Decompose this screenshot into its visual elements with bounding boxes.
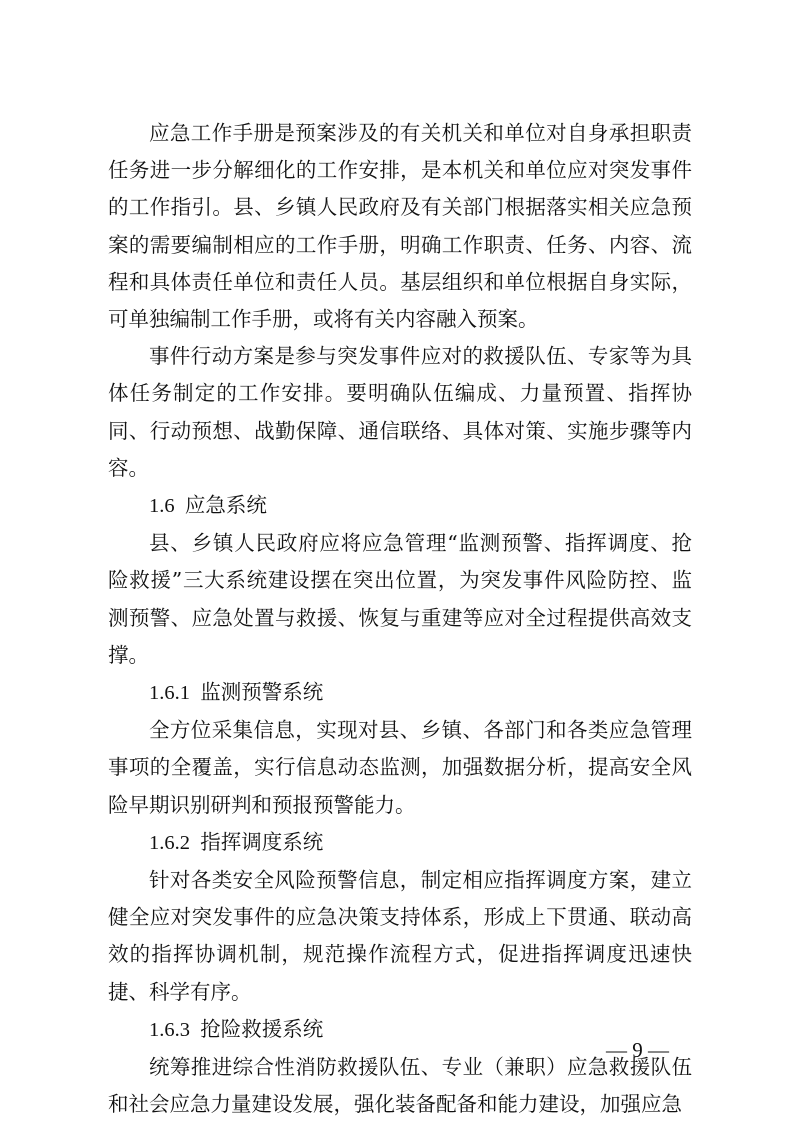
section-heading-1-6-3 — [108, 1011, 692, 1049]
section-title: 指挥调度系统 — [200, 829, 324, 854]
section-heading-1-6-2 — [108, 824, 692, 862]
section-heading-1-6 — [108, 487, 692, 525]
page-number: — 9 — — [606, 1038, 669, 1062]
paragraph-action-plan: 事件行动方案是参与突发事件应对的救援队伍、专家等为具体任务制定的工作安排。要明确队伍编成、力量预置、指挥协同、行动预想、战勤保障、通信联络、具体对策、实施步骤等内容。 — [108, 344, 692, 480]
paragraph-work-manual: 应急工作手册是预案涉及的有关机关和单位对自身承担职责任务进一步分解细化的工作安排，是本机关和单位应对突发事件的工作指引。县、乡镇人民政府及有关部门根据落实相关应急预案的需要编制相应的工作手册，明确工作职责、任务、内容、流程和具体责任单位和责任人员。基层组织和单位根据自身实际，可单独编制工作手册，或将有关内容融入预案。 — [108, 121, 692, 332]
section-title: 抢险救援系统 — [200, 1016, 324, 1041]
section-heading-1-6-1 — [108, 674, 692, 712]
section-body-1-6-3: 统筹推进综合性消防救援队伍、专业（兼职）应急救援队伍和社会应急力量建设发展，强化装备配备和能力建设，加强应急 — [108, 1055, 692, 1117]
section-body-1-6-2: 针对各类安全风险预警信息，制定相应指挥调度方案，建立健全应对突发事件的应急决策支持体系，形成上下贯通、联动高效的指挥协调机制，规范操作流程方式，促进指挥调度迅速快捷、科学有序。 — [108, 868, 692, 1004]
section-title: 监测预警系统 — [200, 680, 324, 705]
section-number: 1.6.2 — [149, 831, 190, 854]
section-body-1-6: 县、乡镇人民政府应将应急管理“监测预警、指挥调度、抢险救援”三大系统建设摆在突出位置，为突发事件风险防控、监测预警、应急处置与救援、恢复与重建等应对全过程提供高效支撑。 — [108, 531, 692, 667]
section-number: 1.6.1 — [149, 682, 190, 705]
document-body — [108, 115, 692, 1123]
section-body-1-6-1: 全方位采集信息，实现对县、乡镇、各部门和各类应急管理事项的全覆盖，实行信息动态监测，加强数据分析，提高安全风险早期识别研判和预报预警能力。 — [108, 718, 692, 817]
section-number: 1.6 — [149, 495, 175, 518]
section-title: 应急系统 — [184, 493, 267, 518]
section-number: 1.6.3 — [149, 1018, 190, 1041]
